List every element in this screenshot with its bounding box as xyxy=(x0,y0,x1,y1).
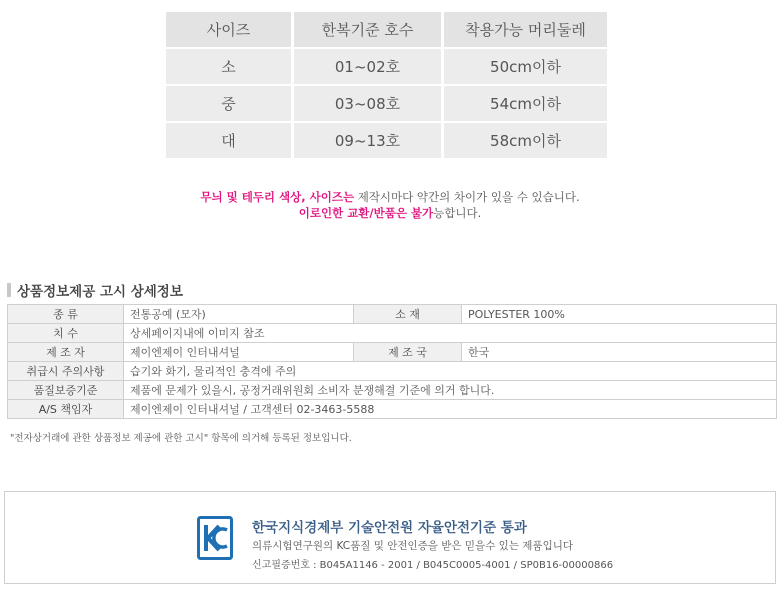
table-row xyxy=(8,343,777,362)
table-row xyxy=(166,49,607,84)
kind-value: 전통공예 (모자) xyxy=(124,305,354,324)
kc-certificate-number: 신고필증번호 : B045A1146 - 2001 / B045C0005-4001 / SP0B16-00000866 xyxy=(252,560,614,571)
size-cell: 중 xyxy=(166,86,291,121)
warranty-value: 제품에 문제가 있을시, 공정거래위원회 소비자 분쟁해결 기준에 의거 합니다. xyxy=(124,381,777,400)
material-value: POLYESTER 100% xyxy=(462,305,777,324)
as-label: A/S 책임자 xyxy=(8,400,124,419)
size-label: 치 수 xyxy=(8,324,124,343)
hanbok-size-cell: 03~08호 xyxy=(291,86,441,121)
head-circumference-cell: 54cm이하 xyxy=(441,86,607,121)
hanbok-size-cell: 01~02호 xyxy=(291,49,441,84)
header-size: 사이즈 xyxy=(166,12,291,47)
size-cell: 소 xyxy=(166,49,291,84)
notice-text xyxy=(0,189,780,221)
notice-highlight: 무늬 및 테두리 색상, 사이즈는 xyxy=(200,190,355,204)
title-bar-marker xyxy=(7,283,11,297)
table-row xyxy=(166,86,607,121)
size-value: 상세페이지내에 이미지 참조 xyxy=(124,324,777,343)
country-value: 한국 xyxy=(462,343,777,362)
table-row xyxy=(166,123,607,158)
section-title-text: 상품정보제공 고시 상세정보 xyxy=(17,284,183,300)
table-row xyxy=(8,305,777,324)
table-row xyxy=(8,381,777,400)
notice-line-1 xyxy=(0,189,780,205)
notice-highlight: 이로인한 교환/반품은 불가 xyxy=(298,206,434,220)
table-row xyxy=(8,324,777,343)
caution-value: 습기와 화기, 물리적인 충격에 주의 xyxy=(124,362,777,381)
head-circumference-cell: 58cm이하 xyxy=(441,123,607,158)
table-row xyxy=(8,400,777,419)
size-cell: 대 xyxy=(166,123,291,158)
product-info-table xyxy=(7,304,777,419)
notice-text-rest: 능합니다. xyxy=(433,206,482,220)
head-circumference-cell: 50cm이하 xyxy=(441,49,607,84)
caution-label: 취급시 주의사항 xyxy=(8,362,124,381)
material-label: 소 재 xyxy=(354,305,462,324)
section-title xyxy=(7,282,183,298)
notice-text-rest: 제작시마다 약간의 차이가 있을 수 있습니다. xyxy=(354,190,580,204)
kc-mark-icon xyxy=(197,516,233,560)
kind-label: 종 류 xyxy=(8,305,124,324)
maker-label: 제 조 자 xyxy=(8,343,124,362)
table-row xyxy=(8,362,777,381)
header-head-circumference: 착용가능 머리둘레 xyxy=(441,12,607,47)
hanbok-size-cell: 09~13호 xyxy=(291,123,441,158)
kc-description: 의류시험연구원의 KC품질 및 안전인증을 받은 믿을수 있는 제품입니다 xyxy=(252,540,574,552)
header-hanbok-size: 한복기준 호수 xyxy=(291,12,441,47)
size-table-header xyxy=(166,12,607,47)
as-value: 제이엔제이 인터내셔널 / 고객센터 02-3463-5588 xyxy=(124,400,777,419)
country-label: 제 조 국 xyxy=(354,343,462,362)
size-table xyxy=(166,10,607,160)
notice-line-2 xyxy=(0,205,780,221)
footnote: "전자상거래에 관한 상품정보 제공에 관한 고시" 항목에 의거해 등록된 정보입니다. xyxy=(10,433,352,444)
warranty-label: 품질보증기준 xyxy=(8,381,124,400)
maker-value: 제이엔제이 인터내셔널 xyxy=(124,343,354,362)
kc-title: 한국지식경제부 기술안전원 자율안전기준 통과 xyxy=(252,520,527,536)
kc-certification-box xyxy=(4,491,776,584)
